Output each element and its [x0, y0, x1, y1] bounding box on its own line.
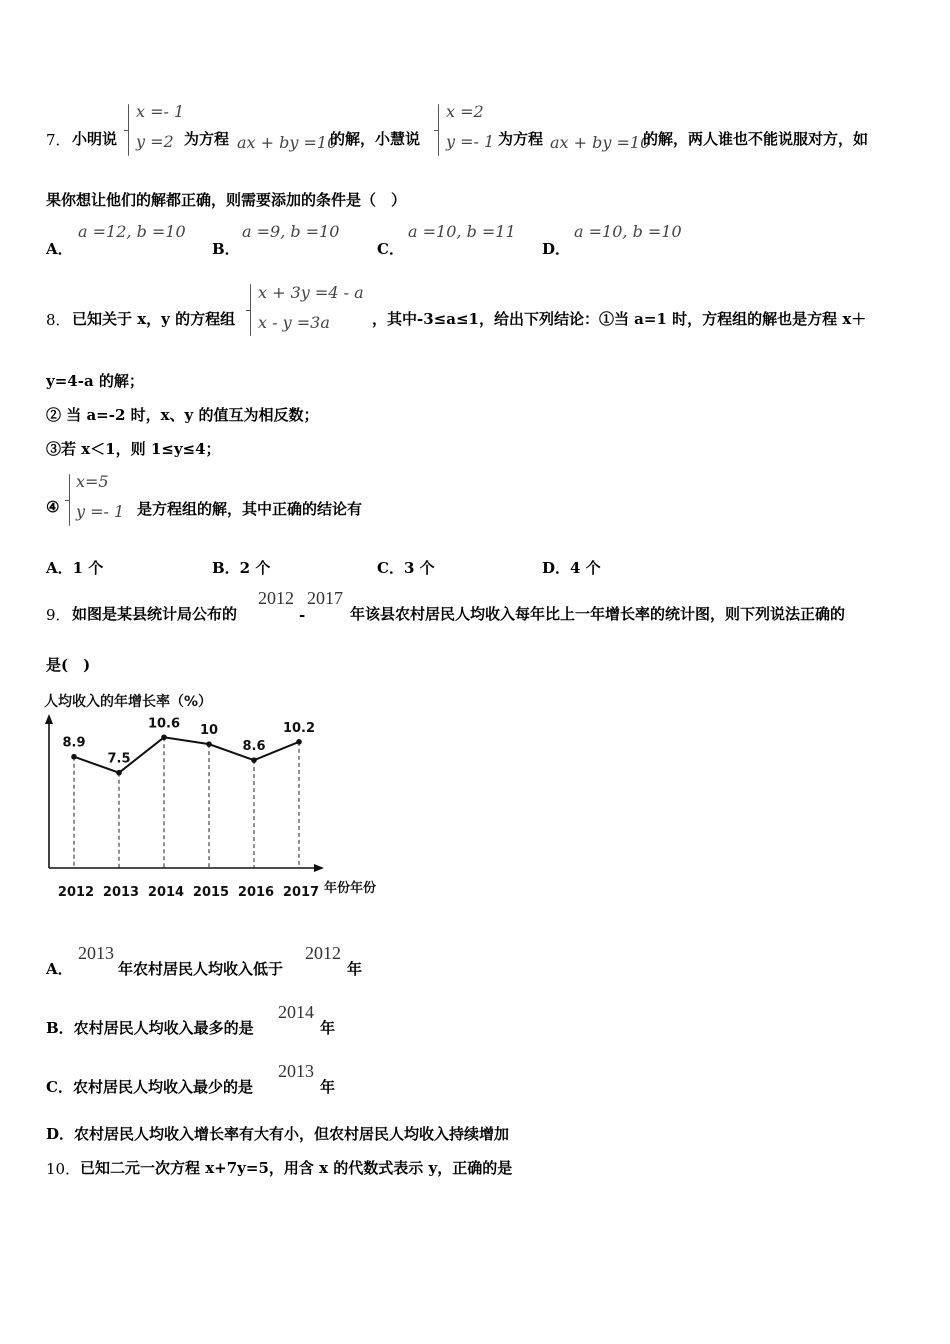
q9-year-start: 2012	[258, 588, 294, 608]
data-point-2017	[296, 739, 302, 745]
q8-number: 8．	[46, 311, 71, 329]
q7-equation-2: ax + by =10	[550, 133, 651, 152]
q9-year-end: 2017	[307, 588, 343, 608]
data-point-2016	[251, 757, 257, 763]
q7-option-a-value: a =12, b =10	[78, 222, 186, 241]
x-axis-label: 年份年份	[324, 881, 377, 896]
q9-option-c-year: 2013	[278, 1061, 314, 1081]
q9-dash: -	[299, 606, 306, 624]
growth-rate-line-chart	[40, 688, 400, 906]
x-tick-2016: 2016	[237, 885, 275, 900]
x-tick-2014: 2014	[147, 885, 185, 900]
x-tick-2012: 2012	[57, 885, 95, 900]
x-tick-2017: 2017	[282, 885, 320, 900]
q9-option-a-year1: 2013	[78, 943, 114, 963]
q7-option-c-label: C．	[377, 240, 404, 258]
q9-option-b-end: 年	[320, 1019, 336, 1037]
q9-option-c-end: 年	[320, 1078, 336, 1096]
q7-option-b-value: a =9, b =10	[242, 222, 340, 241]
q9-option-a-end: 年	[347, 960, 363, 978]
value-label-2017: 10.2	[282, 720, 316, 736]
q8-option-a: A．1 个	[46, 559, 104, 577]
q9-option-b-text: B．农村居民人均收入最多的是	[46, 1019, 254, 1037]
q9-option-a-year2: 2012	[305, 943, 341, 963]
q8-option-d: D．4 个	[542, 559, 601, 577]
value-label-2015: 10	[199, 723, 219, 739]
q8-text-2: ，其中-3≤a≤1，给出下列结论：①当 a=1 时，方程组的解也是方程 x＋	[372, 310, 867, 328]
q8-conclusion-4-marker: ④	[46, 498, 60, 516]
q10-text: 已知二元一次方程 x+7y=5，用含 x 的代数式表示 y，正确的是	[80, 1159, 513, 1177]
data-point-2015	[206, 741, 212, 747]
q8-conclusion-4-line2: y =- 1	[76, 502, 125, 521]
q8-conclusion-4-text: 是方程组的解，其中正确的结论有	[137, 500, 363, 518]
q8-system-line1: x + 3y =4 - a	[258, 283, 364, 302]
x-tick-2013: 2013	[102, 885, 140, 900]
q8-system-brace	[250, 284, 251, 336]
q9-option-c-text: C．农村居民人均收入最少的是	[46, 1078, 253, 1096]
q7-system2-brace	[438, 104, 439, 156]
value-label-2013: 7.5	[107, 751, 131, 767]
q7-option-d-label: D．	[542, 240, 571, 258]
value-label-2016: 8.6	[242, 739, 266, 755]
q7-line2: 果你想让他们的解都正确，则需要添加的条件是（ ）	[46, 191, 407, 209]
q9-option-b-year: 2014	[278, 1002, 314, 1022]
q7-system1-line2: y =2	[136, 132, 174, 151]
q9-option-a-text: 年农村居民人均收入低于	[118, 960, 284, 978]
value-label-2012: 8.9	[62, 735, 86, 751]
q7-option-b-label: B．	[212, 240, 240, 258]
q7-system1-line1: x =- 1	[136, 102, 185, 121]
q7-system1-brace	[128, 104, 129, 156]
x-tick-2015: 2015	[192, 885, 230, 900]
q8-system-line2: x - y =3a	[258, 313, 330, 332]
q8-conclusion-2: ② 当 a=-2 时，x、y 的值互为相反数；	[46, 406, 319, 424]
chart-title: 人均收入的年增长率（%）	[44, 694, 213, 710]
data-point-2013	[116, 770, 122, 776]
y-axis-arrow	[45, 714, 53, 724]
q8-conclusion-4-line1: x=5	[76, 472, 109, 491]
q7-option-a-label: A．	[46, 240, 73, 258]
q9-option-d: D．农村居民人均收入增长率有大有小，但农村居民人均收入持续增加	[46, 1125, 510, 1143]
data-point-2012	[71, 754, 77, 760]
q8-conclusion-3: ③若 x＜1，则 1≤y≤4；	[46, 440, 221, 458]
q7-option-c-value: a =10, b =11	[408, 222, 516, 241]
value-label-2014: 10.6	[147, 716, 181, 732]
x-axis-arrow	[314, 864, 324, 872]
q7-text-3: 的解，小慧说	[330, 130, 421, 148]
q7-system2-line2: y =- 1	[446, 132, 495, 151]
q7-system2-line1: x =2	[446, 102, 484, 121]
q8-conclusion-4-brace	[69, 474, 70, 526]
q9-text-2: 年该县农村居民人均收入每年比上一年增长率的统计图，则下列说法正确的	[350, 605, 846, 623]
q8-line2: y=4-a 的解；	[46, 372, 144, 390]
q7-number: 7．	[46, 131, 71, 149]
q7-text-1: 小明说	[72, 130, 118, 148]
q8-option-c: C．3 个	[377, 559, 435, 577]
q9-number: 9．	[46, 606, 71, 624]
q10-number: 10．	[46, 1160, 81, 1178]
q9-option-a-label: A．	[46, 960, 73, 978]
q7-text-2: 为方程	[184, 130, 230, 148]
q7-equation-1: ax + by =10	[237, 133, 338, 152]
q8-text-1: 已知关于 x，y 的方程组	[72, 310, 236, 328]
q7-text-4: 为方程	[498, 130, 544, 148]
q8-option-b: B．2 个	[212, 559, 271, 577]
q9-line2: 是( )	[46, 656, 91, 674]
data-point-2014	[161, 734, 167, 740]
q7-text-5: 的解，两人谁也不能说服对方，如	[643, 130, 869, 148]
q7-option-d-value: a =10, b =10	[574, 222, 682, 241]
q9-text-1: 如图是某县统计局公布的	[72, 605, 238, 623]
